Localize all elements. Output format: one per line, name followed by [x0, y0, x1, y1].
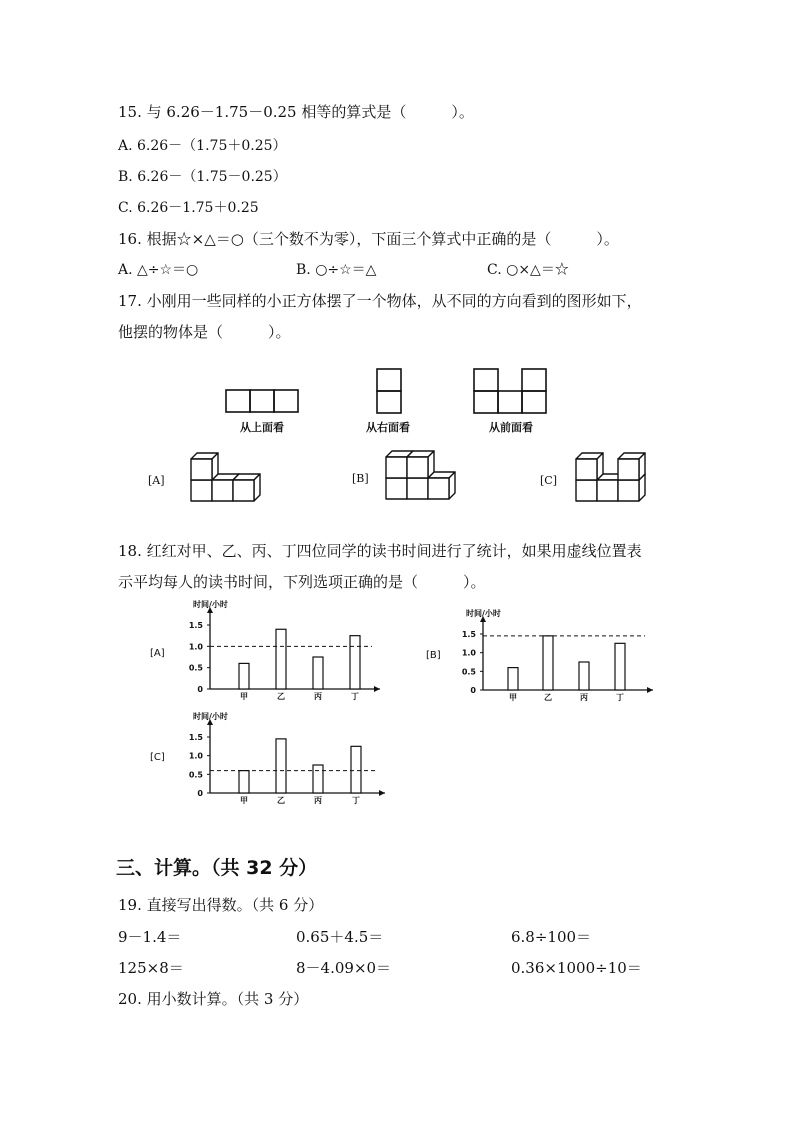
q16-option-a: A. △÷☆＝○: [118, 262, 199, 278]
x-tick-label: 乙: [277, 796, 285, 805]
bar-丙: [579, 662, 589, 690]
x-tick-label: 丁: [351, 692, 359, 701]
x-axis-arrow: [379, 790, 385, 796]
y-tick-label: 0: [197, 685, 203, 694]
bar-乙: [276, 629, 286, 689]
x-tick-label: 丙: [314, 692, 322, 701]
q15-option-c: C. 6.26－1.75＋0.25: [118, 200, 259, 216]
x-axis-arrow: [647, 687, 653, 693]
y-tick-label: 0.5: [461, 667, 476, 677]
bar-甲: [239, 771, 249, 793]
chart-2: [426, 608, 653, 702]
bar-乙: [276, 739, 286, 793]
calc-3: 6.8÷100＝: [511, 928, 592, 946]
bar-丁: [615, 643, 625, 690]
calc-1: 9－1.4＝: [118, 928, 182, 946]
y-tick-label: 1.0: [188, 642, 203, 652]
calc-5: 8－4.09×0＝: [296, 959, 392, 977]
q15-option-b: B. 6.26－（1.75－0.25）: [118, 169, 287, 185]
y-tick-label: 1.5: [188, 621, 203, 630]
q17-choice-a-label: [A]: [148, 474, 165, 487]
x-tick-label: 丙: [314, 796, 322, 805]
q17-stem-line2: 他摆的物体是（ ）。: [118, 323, 291, 341]
y-tick-label: 1.5: [188, 733, 203, 742]
x-tick-label: 丁: [616, 693, 624, 702]
q18-stem-line1: 18. 红红对甲、乙、丙、丁四位同学的读书时间进行了统计，如果用虚线位置表: [118, 542, 642, 560]
y-axis-label: 时间/小时: [193, 600, 228, 609]
y-tick-label: 1.0: [188, 751, 203, 761]
x-tick-label: 甲: [240, 692, 248, 701]
y-tick-label: 0: [470, 686, 476, 695]
view-label-front: 从前面看: [489, 421, 533, 434]
q16-option-c: C. ○×△＝☆: [487, 262, 569, 278]
bar-丙: [313, 657, 323, 689]
q15-option-a: A. 6.26－（1.75＋0.25）: [118, 138, 287, 154]
bar-丁: [351, 746, 361, 793]
x-tick-label: 甲: [509, 693, 517, 702]
chart-choice-label: [B]: [426, 650, 441, 661]
chart-1: [150, 599, 380, 701]
q19-stem: 19. 直接写出得数。（共 6 分）: [118, 896, 324, 914]
q20-stem: 20. 用小数计算。（共 3 分）: [118, 990, 309, 1008]
x-tick-label: 丙: [580, 693, 588, 702]
calc-6: 0.36×1000÷10＝: [511, 959, 642, 977]
chart-3: [150, 711, 385, 805]
y-tick-label: 0.5: [188, 663, 203, 673]
calc-2: 0.65＋4.5＝: [296, 928, 384, 946]
q16-stem: 16. 根据☆×△＝○（三个数不为零），下面三个算式中正确的是（ ）。: [118, 230, 619, 248]
x-tick-label: 乙: [277, 692, 285, 701]
section3-title: 三、计算。（共 32 分）: [116, 857, 318, 879]
chart-choice-label: [A]: [150, 648, 165, 659]
y-axis-label: 时间/小时: [466, 609, 501, 618]
bar-甲: [239, 663, 249, 689]
x-tick-label: 丁: [352, 796, 360, 805]
bar-甲: [508, 668, 518, 690]
q17-stem-line1: 17. 小刚用一些同样的小正方体摆了一个物体，从不同的方向看到的图形如下，: [118, 292, 642, 310]
bar-丙: [313, 765, 323, 793]
view-label-top: 从上面看: [240, 421, 284, 434]
x-tick-label: 乙: [544, 693, 552, 702]
x-tick-label: 甲: [240, 796, 248, 805]
y-tick-label: 0: [197, 789, 203, 798]
y-tick-label: 1.5: [461, 630, 476, 639]
y-tick-label: 0.5: [188, 770, 203, 780]
calc-4: 125×8＝: [118, 959, 184, 977]
x-axis-arrow: [374, 686, 380, 692]
q15-stem: 15. 与 6.26－1.75－0.25 相等的算式是（ ）。: [118, 103, 474, 121]
bar-丁: [350, 636, 360, 689]
chart-choice-label: [C]: [150, 752, 165, 763]
y-axis-label: 时间/小时: [193, 712, 228, 721]
q18-stem-line2: 示平均每人的读书时间，下列选项正确的是（ ）。: [118, 573, 486, 591]
q17-choice-b-label: [B]: [352, 472, 369, 485]
view-label-right: 从右面看: [366, 421, 410, 434]
y-tick-label: 1.0: [461, 648, 476, 658]
q17-choice-c-label: [C]: [540, 474, 557, 487]
bar-乙: [543, 636, 553, 690]
q16-option-b: B. ○÷☆＝△: [296, 262, 377, 278]
